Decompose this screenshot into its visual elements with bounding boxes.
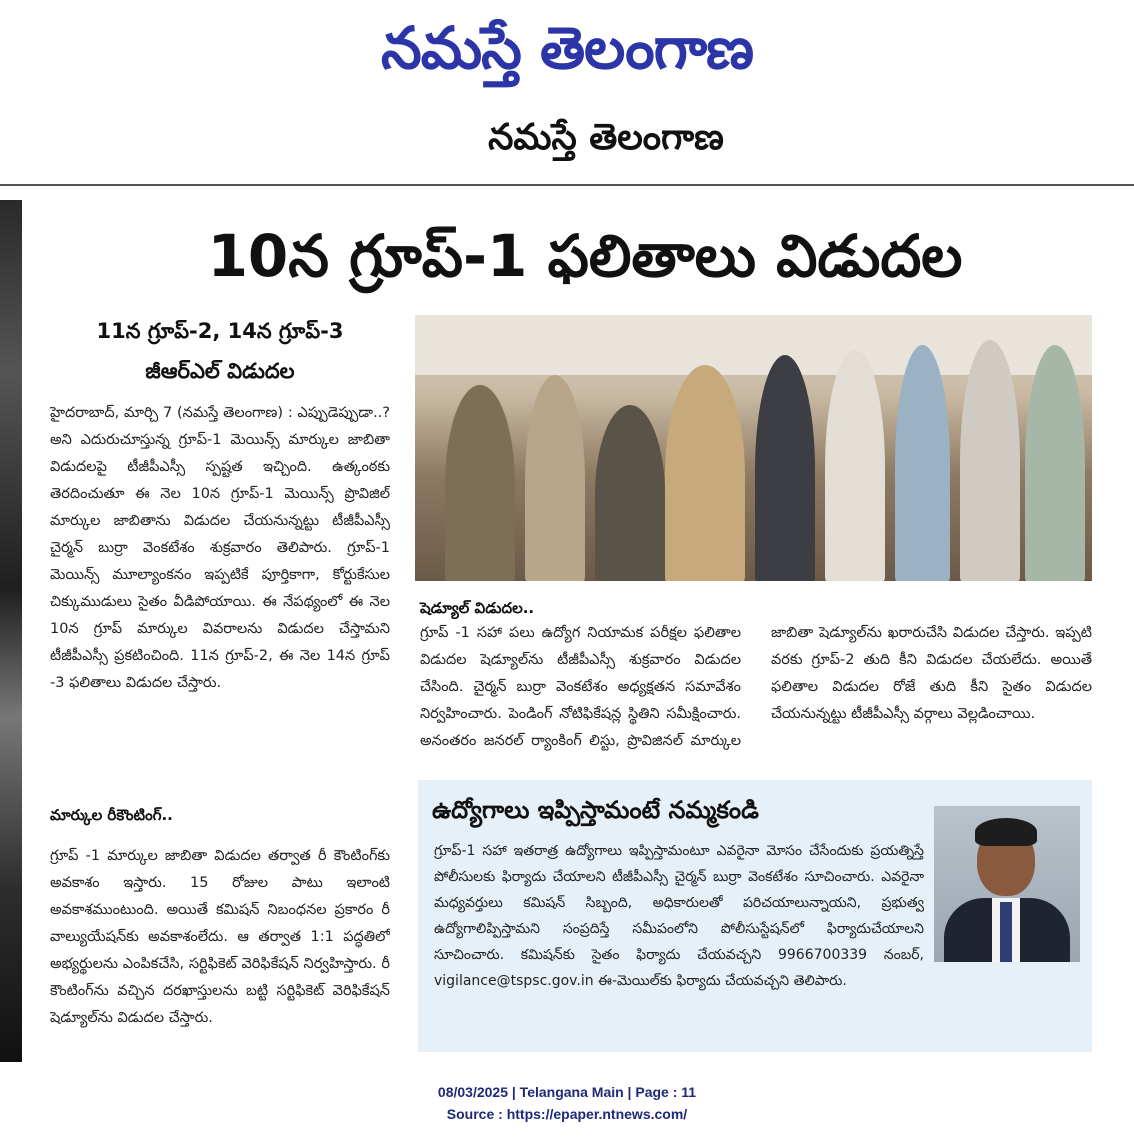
- footer-date-line: 08/03/2025 | Telangana Main | Page : 11: [437, 1084, 697, 1100]
- portrait-hair: [975, 818, 1037, 846]
- photo-person: [445, 385, 515, 581]
- article-paragraph-2: గ్రూప్ -1 మార్కుల జాబితా విడుదల తర్వాత రీ కౌంటింగ్‌కు అవకాశం ఇస్తారు. 15 రోజుల పాటు ఇలాంటి అవకాశముంటుంది. అయితే కమిషన్ నిబంధనల ప్రకారం రీ వాల్యుయేషన్‌కు అవకాశంలేదు. ఆ తర్వాత 1:1 పద్ధతిలో అభ్యర్థులను ఎంపికచేసి, సర్టిఫికెట్ వెరిఫికేషన్ నిర్వహిస్తారు. రీ కౌంటింగ్‌ను వచ్చిన దరఖాస్తులను బట్టి సర్టిఫికెట్ వెరిఫికేషన్ షెడ్యూల్‌ను విడుదల చేస్తారు.: [50, 848, 390, 1026]
- article-paragraph-3-text: గ్రూప్ -1 సహా పలు ఉద్యోగ నియామక పరీక్షల ఫలితాల విడుదల షెడ్యూల్‌ను టీజీపీఎస్సీ శుక్రవారం విడుదల చేసింది. చైర్మన్ బుర్రా వెంకటేశం అధ్యక్షతన సమావేశం నిర్వహించారు. పెండింగ్ నోటిఫికేషన్ల స్థితిని సమీక్షించారు. అనంతరం జనరల్ ర్యాంకింగ్ లిస్టు, ప్రొవిజినల్ మార్కుల జాబితా షెడ్యూల్‌ను ఖరారుచేసి విడుదల చేస్తారు. ఇప్పటి వరకు గ్రూప్-2 తుది కీని విడుదల చేయలేదు. అయితే ఫలితాల విడుదల రోజే తుది కీని సైతం విడుదల చేయనున్నట్టు టీజీపీఎస్సీ వర్గాలు వెల్లడించాయి.: [420, 625, 1092, 749]
- photo-person: [1025, 345, 1085, 581]
- subhead-line-1: 11న గ్రూప్-2, 14న గ్రూప్-3: [96, 319, 344, 343]
- portrait-tie: [1000, 902, 1012, 962]
- photo-person: [665, 365, 745, 581]
- adjacent-ad-strip: [0, 200, 22, 1062]
- photo-person: [960, 340, 1020, 581]
- photo-person: [755, 355, 815, 581]
- section-heading-schedule: షెడ్యూల్ విడుదల..: [420, 599, 535, 617]
- article-paragraph-1: హైదరాబాద్, మార్చి 7 (నమస్తే తెలంగాణ) : ఎప్పుడెప్పుడా..? అని ఎదురుచూస్తున్న గ్రూప్-1 మెయిన్స్ మార్కుల జాబితా విడుదలపై టీజీపీఎస్సీ స్పష్టత ఇచ్చింది. ఉత్కంఠకు తెరదించుతూ ఈ నెల 10న గ్రూప్-1 మెయిన్స్ ప్రొవిజిల్ మార్కుల జాబితాను విడుదల చేయనున్నట్టు టీజీపీఎస్సీ చైర్మన్ బుర్రా వెంకటేశం శుక్రవారం తెలిపారు. గ్రూప్-1 మెయిన్స్ మూల్యాంకనం ఇప్పటికే పూర్తికాగా, కోర్టుకేసుల చిక్కుముడులు సైతం వీడిపోయాయి. ఈ నేపథ్యంలో ఈ నెల 10న గ్రూప్ మార్కుల వివరాలను విడుదల చేస్తామని టీజీపీఎస్సీ ప్రకటించింది. 11న గ్రూప్-2, ఈ నెల 14న గ్రూప్ -3 ఫలితాలు విడుదల చేస్తారు.: [50, 405, 390, 691]
- photo-person: [525, 375, 585, 581]
- headline: 10న గ్రూప్-1 ఫలితాలు విడుదల: [207, 222, 963, 290]
- callout-portrait: [934, 806, 1080, 962]
- news-photo: [415, 315, 1092, 581]
- photo-person: [895, 345, 950, 581]
- footer-source-link[interactable]: Source : https://epaper.ntnews.com/: [446, 1106, 688, 1122]
- article-paragraph-3: [420, 620, 1092, 760]
- callout-body: గ్రూప్-1 సహా ఇతరాత్ర ఉద్యోగాలు ఇప్పిస్తామంటూ ఎవరైనా మోసం చేసేందుకు ప్రయత్నిస్తే పోలీసులకు ఫిర్యాదు చేయాలని టీజీపీఎస్సీ చైర్మన్ బుర్రా వెంకటేశం సూచించారు. ఎవరైనా మధ్యవర్తులు కమిషన్ సిబ్బంది, అధికారులతో పరిచయాలున్నాయని, ప్రభుత్వ ఉద్యోగాలిప్పిస్తామని సంప్రదిస్తే సమీపంలోని పోలీసుస్టేషన్‌లో ఫిర్యాదుచేయాలని సూచించారు. కమిషన్‌కు సైతం ఫిర్యాదు చేయవచ్చని 9966700339 నంబర్, vigilance@tspsc.gov.in ఈ-మెయిల్‌కు ఫిర్యాదు చేయవచ్చని తెలిపారు.: [434, 843, 924, 989]
- masthead-logo: నమస్తే తెలంగాణ: [381, 14, 753, 82]
- photo-person: [825, 350, 885, 581]
- photo-person: [595, 405, 665, 581]
- masthead-name: నమస్తే తెలంగాణ: [488, 117, 724, 158]
- callout-title: ఉద్యోగాలు ఇప్పిస్తామంటే నమ్మకండి: [432, 796, 759, 824]
- subhead-line-2: జీఆర్ఎల్ విడుదల: [145, 359, 295, 383]
- section-heading-recounting: మార్కుల రీకౌంటింగ్..: [50, 806, 173, 824]
- top-divider: [0, 184, 1134, 186]
